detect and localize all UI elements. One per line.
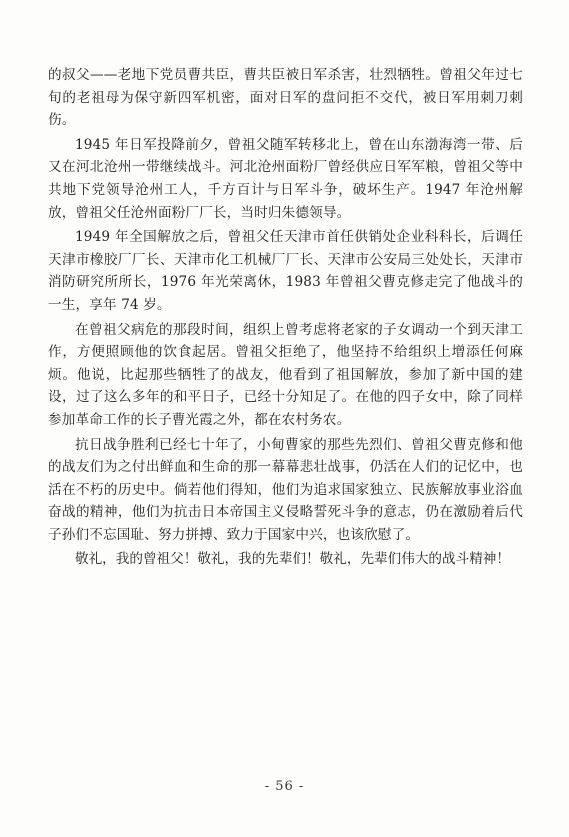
page-number: - 56 - [264, 779, 305, 794]
paragraph-4: 在曾祖父病危的那段时间，组织上曾考虑将老家的子女调动一个到天津工作，方便照顾他的饮食起居。曾祖父拒绝了，他坚持不给组织上增添任何麻烦。他说，比起那些牺牲了的战友，他看到了祖国解放，参加了新中国的建设，过了这么多年的和平日子，已经十分知足了。在他的四子女中，除了同样参加革命工作的长子曹光霞之外，都在农村务农。 [48, 321, 523, 428]
closing-salute: 敬礼，我的曾祖父！敬礼，我的先辈们！敬礼，先辈们伟大的战斗精神！ [75, 551, 510, 568]
paragraph-3: 1949 年全国解放之后，曾祖父任天津市首任供销处企业科科长，后调任天津市橡胶厂厂长、天津市化工机械厂厂长、天津市公安局三处处长，天津市消防研究所所长，1976 年光荣离休，1983 年曾祖父曹克修走完了他战斗的一生，享年 74 岁。 [48, 229, 523, 313]
paragraph-5: 抗日战争胜利已经七十年了，小甸曹家的那些先烈们、曾祖父曹克修和他的战友们为之付出鲜血和生命的那一幕幕悲壮战事，仍活在人们的记忆中，也活在不朽的历史中。倘若他们得知，他们为追求国家独立、民族解放事业浴血奋战的精神，他们为抗击日本帝国主义侵略誓死斗争的意志，仍在激励着后代子孙们不忘国耻、努力拼搏、致力于国家中兴，也该欣慰了。 [48, 436, 523, 543]
paragraph-1: 的叔父——老地下党员曹共臣，曹共臣被日军杀害，壮烈牺牲。曾祖父年过七旬的老祖母为保守新四军机密，面对日军的盘问拒不交代，被日军用刺刀刺伤。 [48, 67, 523, 129]
body-text [48, 64, 523, 585]
paragraph-2: 1945 年日军投降前夕，曾祖父随军转移北上，曾在山东渤海湾一带、后又在河北沧州一带继续战斗。河北沧州面粉厂曾经供应日军军粮，曾祖父等中共地下党领导沧州工人，千方百计与日军斗争，破坏生产。1947 年沧州解放，曾祖父任沧州面粉厂厂长，当时归朱德领导。 [48, 136, 523, 221]
